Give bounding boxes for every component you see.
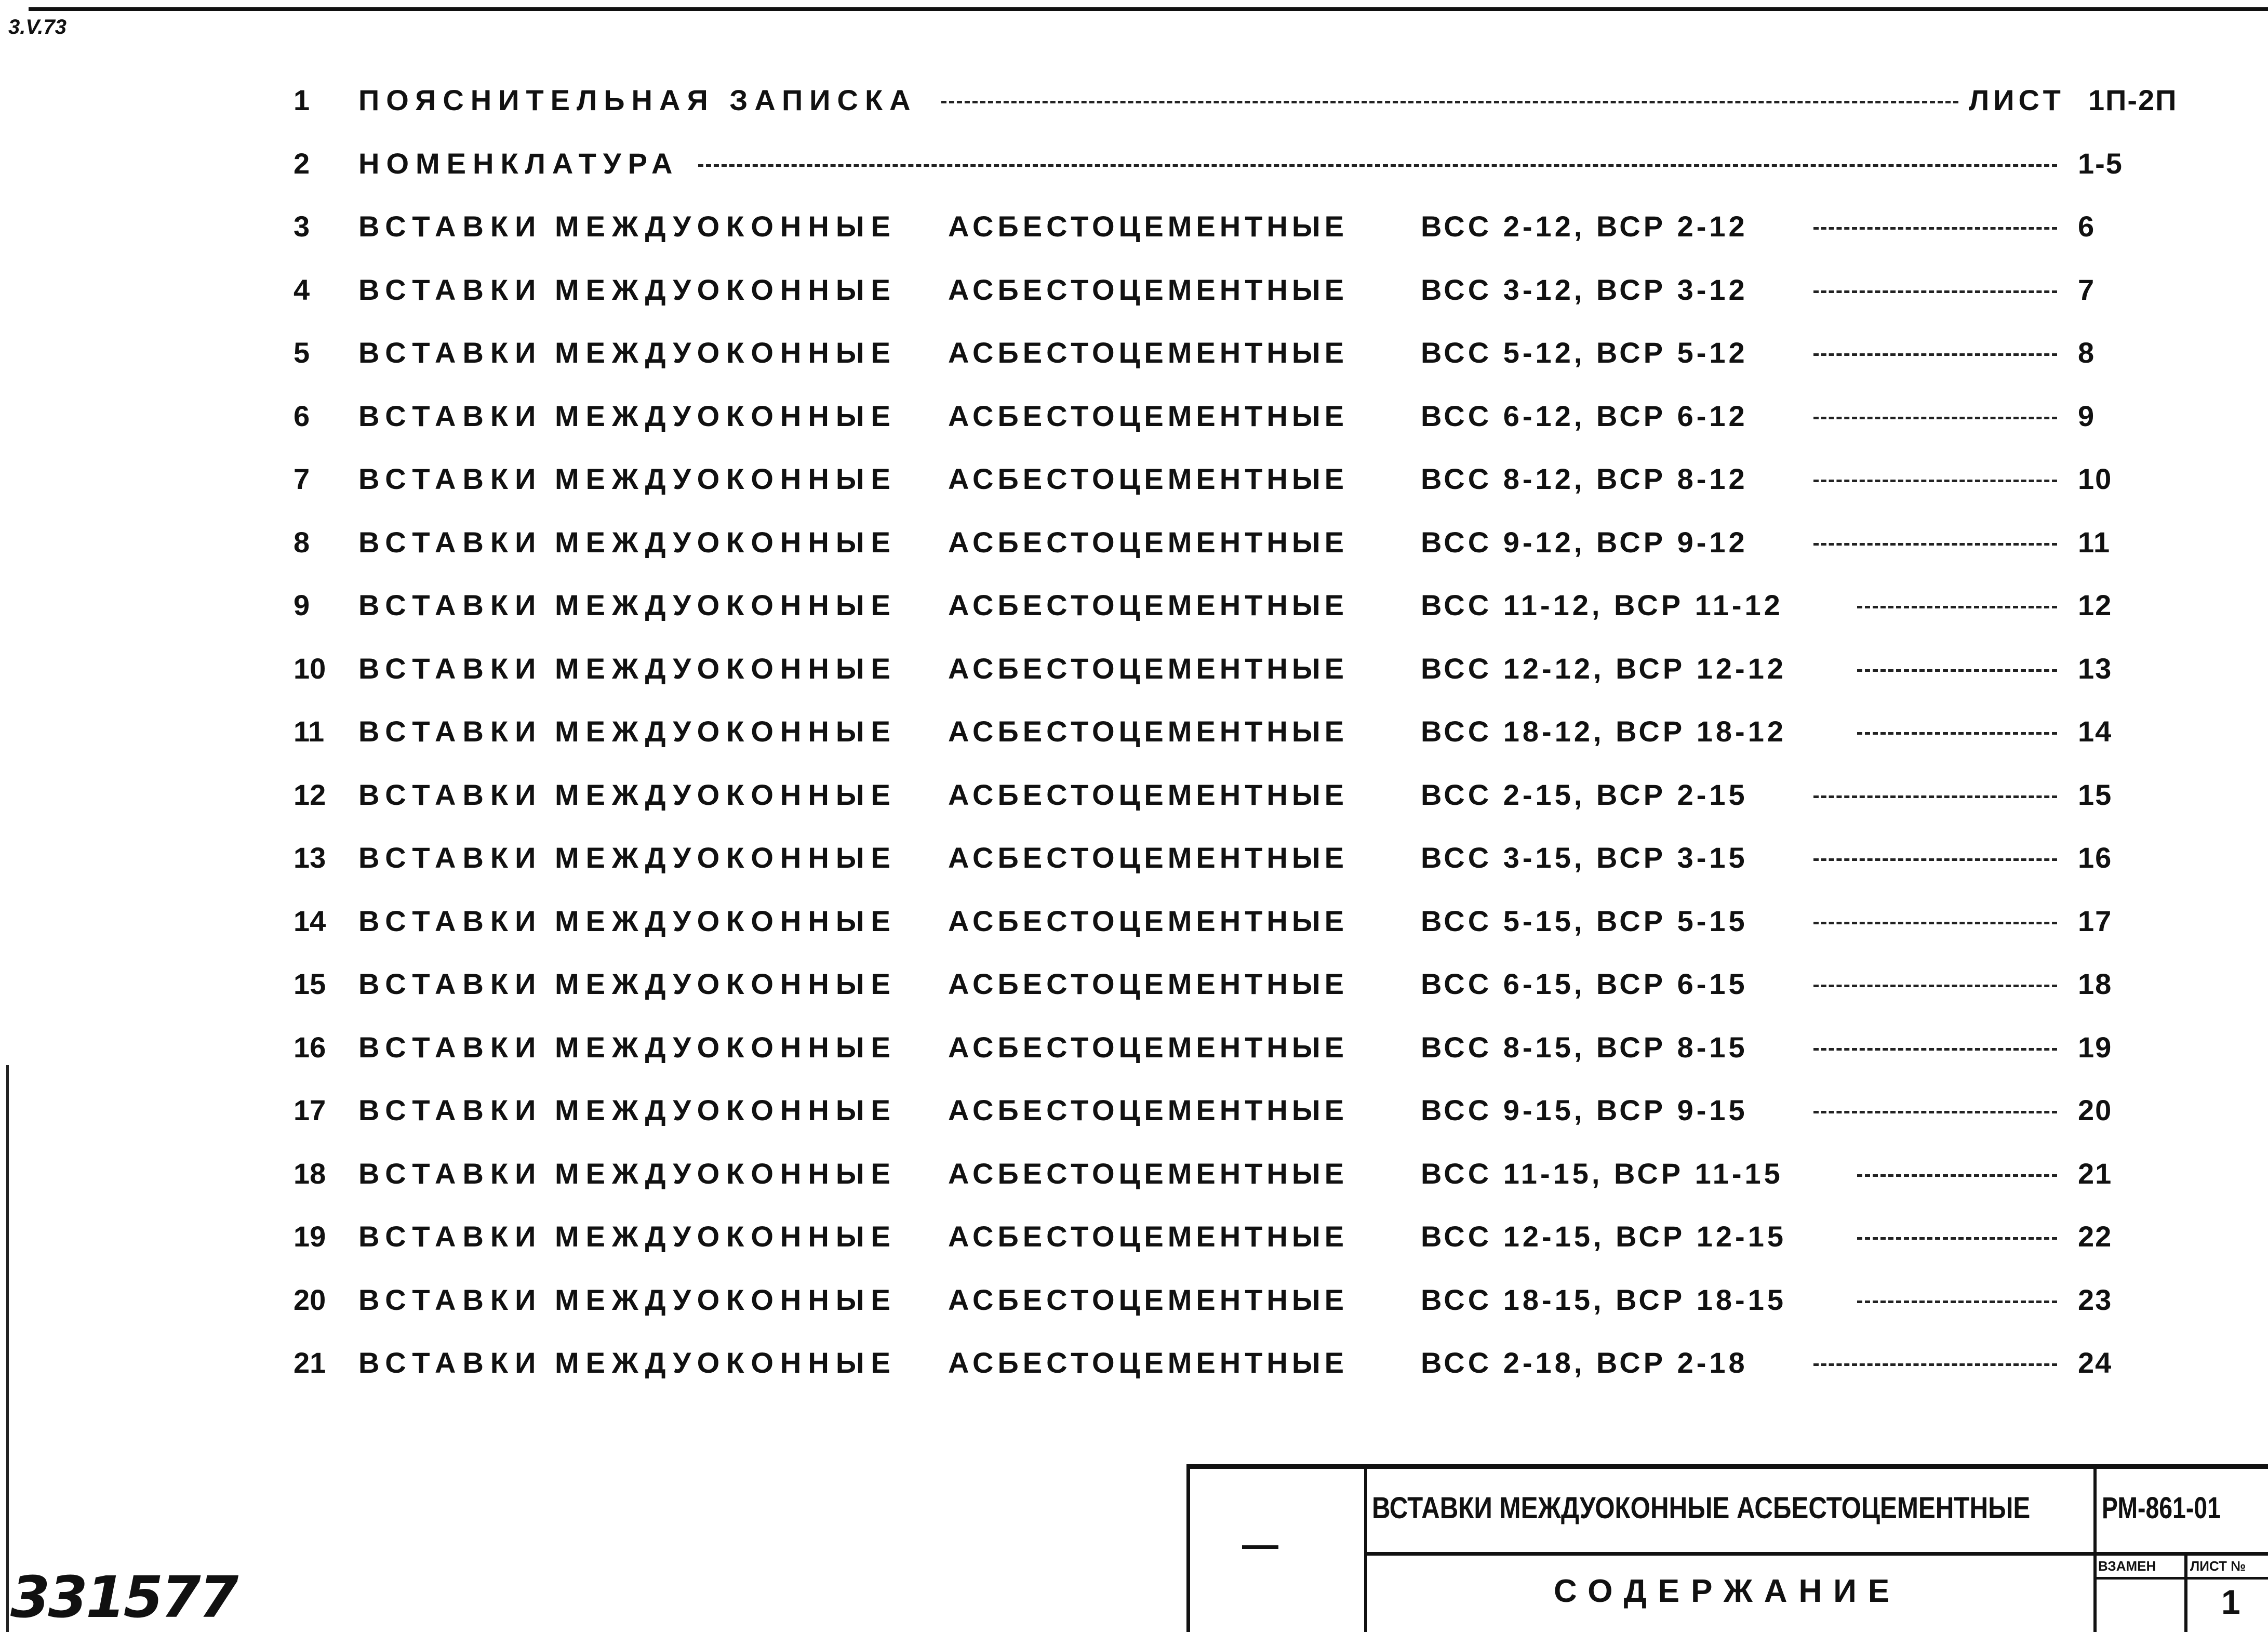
row-title-part: МЕЖДУОКОННЫЕ [555, 652, 897, 685]
leader-dashes [1857, 732, 2057, 735]
row-material: АСБЕСТОЦЕМЕНТНЫЕ [948, 841, 1349, 874]
contents-row [0, 273, 2268, 330]
contents-row [0, 1030, 2268, 1087]
row-page: 13 [2078, 652, 2113, 685]
row-material: АСБЕСТОЦЕМЕНТНЫЕ [948, 399, 1349, 432]
title-block-rule [1364, 1552, 2268, 1556]
row-number: 17 [293, 1094, 326, 1126]
row-page: 1П-2П [2088, 84, 2178, 116]
leader-dashes [698, 164, 2057, 167]
row-title: ВСТАВКИ [358, 778, 543, 811]
row-page: 17 [2078, 904, 2113, 937]
row-title: ВСТАВКИ [358, 1283, 543, 1316]
leader-dashes [1813, 227, 2057, 230]
contents-row [0, 462, 2268, 519]
row-page: 8 [2078, 336, 2096, 369]
row-material: АСБЕСТОЦЕМЕНТНЫЕ [948, 715, 1349, 748]
contents-row [0, 525, 2268, 582]
row-page: 19 [2078, 1030, 2113, 1064]
row-material: АСБЕСТОЦЕМЕНТНЫЕ [948, 778, 1349, 811]
contents-row [0, 209, 2268, 267]
row-title-part: МЕЖДУОКОННЫЕ [555, 336, 897, 369]
sheet-no-label: ЛИСТ № [2190, 1558, 2246, 1574]
row-page: 15 [2078, 778, 2113, 811]
title-block-dash: — [1242, 1524, 1284, 1564]
contents-row [0, 1219, 2268, 1277]
row-marks: ВСС 5-15, ВСР 5-15 [1421, 904, 1748, 937]
row-page: 22 [2078, 1220, 2113, 1253]
row-title: ВСТАВКИ [358, 1220, 543, 1253]
row-page: 6 [2078, 210, 2096, 243]
row-material: АСБЕСТОЦЕМЕНТНЫЕ [948, 967, 1349, 1000]
row-page: 21 [2078, 1157, 2113, 1190]
replaces-label: ВЗАМЕН [2098, 1558, 2156, 1574]
row-marks: ВСС 8-12, ВСР 8-12 [1421, 462, 1748, 495]
frame-top-line [29, 7, 2268, 11]
row-material: АСБЕСТОЦЕМЕНТНЫЕ [948, 652, 1349, 685]
row-title: ВСТАВКИ [358, 525, 543, 559]
row-page: 18 [2078, 967, 2113, 1000]
row-title: ВСТАВКИ [358, 904, 543, 937]
row-marks: ВСС 2-15, ВСР 2-15 [1421, 778, 1748, 811]
row-number: 6 [293, 399, 310, 432]
leader-dashes [1813, 922, 2057, 924]
title-block-rule [2093, 1577, 2268, 1580]
leader-dashes [1813, 858, 2057, 861]
contents-row [0, 336, 2268, 393]
row-title: ВСТАВКИ [358, 1030, 543, 1064]
sheet-label: ЛИСТ [1969, 84, 2065, 116]
row-number: 8 [293, 525, 310, 559]
contents-row [0, 652, 2268, 709]
row-number: 10 [293, 652, 326, 685]
leader-dashes [1813, 417, 2057, 419]
row-page: 14 [2078, 715, 2113, 748]
row-title: ВСТАВКИ [358, 1346, 543, 1379]
row-page: 9 [2078, 399, 2096, 432]
row-page: 7 [2078, 273, 2096, 306]
row-marks: ВСС 2-12, ВСР 2-12 [1421, 210, 1748, 243]
row-number: 21 [293, 1346, 326, 1379]
leader-dashes [1813, 480, 2057, 482]
row-title-part: МЕЖДУОКОННЫЕ [555, 904, 897, 937]
leader-dashes [1813, 353, 2057, 356]
row-title-part: МЕЖДУОКОННЫЕ [555, 841, 897, 874]
row-marks: ВСС 6-12, ВСР 6-12 [1421, 399, 1748, 432]
title-block [1186, 1464, 2268, 1632]
leader-dashes [1813, 1111, 2057, 1113]
row-title: ВСТАВКИ [358, 967, 543, 1000]
row-page: 16 [2078, 841, 2113, 874]
row-title-part: МЕЖДУОКОННЫЕ [555, 462, 897, 495]
row-marks: ВСС 8-15, ВСР 8-15 [1421, 1030, 1748, 1064]
row-material: АСБЕСТОЦЕМЕНТНЫЕ [948, 273, 1349, 306]
row-material: АСБЕСТОЦЕМЕНТНЫЕ [948, 1094, 1349, 1126]
row-material: АСБЕСТОЦЕМЕНТНЫЕ [948, 462, 1349, 495]
row-marks: ВСС 11-12, ВСР 11-12 [1421, 589, 1783, 621]
leader-dashes [1813, 290, 2057, 293]
row-number: 18 [293, 1157, 326, 1190]
row-title: ВСТАВКИ [358, 336, 543, 369]
contents-row [0, 714, 2268, 772]
row-page: 11 [2078, 525, 2111, 559]
contents-row [0, 778, 2268, 835]
leader-dashes [941, 101, 1958, 103]
title-block-divider [2093, 1469, 2097, 1632]
contents-row [0, 1283, 2268, 1340]
row-title-part: МЕЖДУОКОННЫЕ [555, 525, 897, 559]
row-title-part: МЕЖДУОКОННЫЕ [555, 1157, 897, 1190]
row-title: ВСТАВКИ [358, 273, 543, 306]
row-title: ВСТАВКИ [358, 1157, 543, 1190]
row-title-part: МЕЖДУОКОННЫЕ [555, 715, 897, 748]
row-number: 1 [293, 84, 310, 116]
row-title: ВСТАВКИ [358, 1094, 543, 1126]
row-marks: ВСС 12-12, ВСР 12-12 [1421, 652, 1786, 685]
contents-row [0, 904, 2268, 961]
row-page: 1-5 [2078, 147, 2123, 180]
row-number: 16 [293, 1030, 326, 1064]
row-title-part: МЕЖДУОКОННЫЕ [555, 273, 897, 306]
row-page: 10 [2078, 462, 2113, 495]
row-title: ВСТАВКИ [358, 462, 543, 495]
row-title-part: МЕЖДУОКОННЫЕ [555, 210, 897, 243]
row-material: АСБЕСТОЦЕМЕНТНЫЕ [948, 1346, 1349, 1379]
title-block-divider [2184, 1552, 2187, 1632]
row-marks: ВСС 6-15, ВСР 6-15 [1421, 967, 1748, 1000]
leader-dashes [1813, 1048, 2057, 1051]
row-title: ВСТАВКИ [358, 210, 543, 243]
row-marks: ВСС 11-15, ВСР 11-15 [1421, 1157, 1783, 1190]
row-number: 5 [293, 336, 310, 369]
contents-row [0, 83, 2268, 140]
row-marks: ВСС 2-18, ВСР 2-18 [1421, 1346, 1748, 1379]
row-number: 11 [293, 715, 325, 748]
leader-dashes [1857, 1301, 2057, 1303]
contents-row [0, 588, 2268, 645]
row-material: АСБЕСТОЦЕМЕНТНЫЕ [948, 1220, 1349, 1253]
contents-row [0, 399, 2268, 456]
leader-dashes [1857, 606, 2057, 608]
row-number: 2 [293, 147, 310, 180]
row-marks: ВСС 9-12, ВСР 9-12 [1421, 525, 1748, 559]
product-title: ВСТАВКИ МЕЖДУОКОННЫЕ АСБЕСТОЦЕМЕНТНЫЕ [1372, 1491, 2031, 1525]
date-note: 3.V.73 [8, 16, 66, 38]
contents-row [0, 841, 2268, 898]
row-number: 12 [293, 778, 326, 811]
contents-row [0, 1157, 2268, 1214]
row-number: 9 [293, 589, 310, 621]
row-number: 4 [293, 273, 310, 306]
row-title: ВСТАВКИ [358, 652, 543, 685]
row-number: 19 [293, 1220, 326, 1253]
row-number: 20 [293, 1283, 326, 1316]
row-marks: ВСС 3-12, ВСР 3-12 [1421, 273, 1748, 306]
row-material: АСБЕСТОЦЕМЕНТНЫЕ [948, 1030, 1349, 1064]
row-title: ВСТАВКИ [358, 841, 543, 874]
row-marks: ВСС 3-15, ВСР 3-15 [1421, 841, 1748, 874]
row-number: 7 [293, 462, 310, 495]
leader-dashes [1813, 985, 2057, 987]
row-number: 3 [293, 210, 310, 243]
row-material: АСБЕСТОЦЕМЕНТНЫЕ [948, 336, 1349, 369]
contents-row [0, 1346, 2268, 1403]
leader-dashes [1857, 1237, 2057, 1240]
row-material: АСБЕСТОЦЕМЕНТНЫЕ [948, 1157, 1349, 1190]
leader-dashes [1857, 669, 2057, 672]
contents-row [0, 967, 2268, 1024]
row-material: АСБЕСТОЦЕМЕНТНЫЕ [948, 1283, 1349, 1316]
leader-dashes [1813, 1363, 2057, 1366]
title-block-divider [1364, 1469, 1367, 1632]
row-page: 12 [2078, 589, 2113, 621]
row-marks: ВСС 18-15, ВСР 18-15 [1421, 1283, 1786, 1316]
row-number: 13 [293, 841, 326, 874]
row-marks: ВСС 18-12, ВСР 18-12 [1421, 715, 1786, 748]
contents-row [0, 1093, 2268, 1150]
row-title-part: МЕЖДУОКОННЫЕ [555, 1346, 897, 1379]
row-title-part: МЕЖДУОКОННЫЕ [555, 778, 897, 811]
leader-dashes [1857, 1174, 2057, 1177]
row-title-part: МЕЖДУОКОННЫЕ [555, 1283, 897, 1316]
sheet-no: 1 [2221, 1583, 2246, 1621]
leader-dashes [1813, 795, 2057, 798]
doc-code: РМ-861-01 [2102, 1491, 2221, 1525]
row-material: АСБЕСТОЦЕМЕНТНЫЕ [948, 210, 1349, 243]
row-marks: ВСС 9-15, ВСР 9-15 [1421, 1094, 1748, 1126]
row-material: АСБЕСТОЦЕМЕНТНЫЕ [948, 589, 1349, 621]
row-title: ПОЯСНИТЕЛЬНАЯ ЗАПИСКА [358, 84, 917, 116]
row-marks: ВСС 12-15, ВСР 12-15 [1421, 1220, 1786, 1253]
row-title: НОМЕНКЛАТУРА [358, 147, 679, 180]
row-page: 23 [2078, 1283, 2113, 1316]
row-number: 14 [293, 904, 326, 937]
row-title-part: МЕЖДУОКОННЫЕ [555, 967, 897, 1000]
row-material: АСБЕСТОЦЕМЕНТНЫЕ [948, 525, 1349, 559]
contents-row [0, 147, 2268, 204]
leader-dashes [1813, 543, 2057, 546]
archive-stamp: 331577 [10, 1564, 237, 1630]
row-page: 24 [2078, 1346, 2113, 1379]
row-page: 20 [2078, 1094, 2113, 1126]
row-title: ВСТАВКИ [358, 399, 543, 432]
row-title-part: МЕЖДУОКОННЫЕ [555, 399, 897, 432]
row-title: ВСТАВКИ [358, 589, 543, 621]
row-number: 15 [293, 967, 326, 1000]
row-marks: ВСС 5-12, ВСР 5-12 [1421, 336, 1748, 369]
sheet-title: СОДЕРЖАНИЕ [1554, 1573, 1901, 1609]
row-material: АСБЕСТОЦЕМЕНТНЫЕ [948, 904, 1349, 937]
row-title: ВСТАВКИ [358, 715, 543, 748]
row-title-part: МЕЖДУОКОННЫЕ [555, 1094, 897, 1126]
row-title-part: МЕЖДУОКОННЫЕ [555, 1220, 897, 1253]
row-title-part: МЕЖДУОКОННЫЕ [555, 1030, 897, 1064]
row-title-part: МЕЖДУОКОННЫЕ [555, 589, 897, 621]
